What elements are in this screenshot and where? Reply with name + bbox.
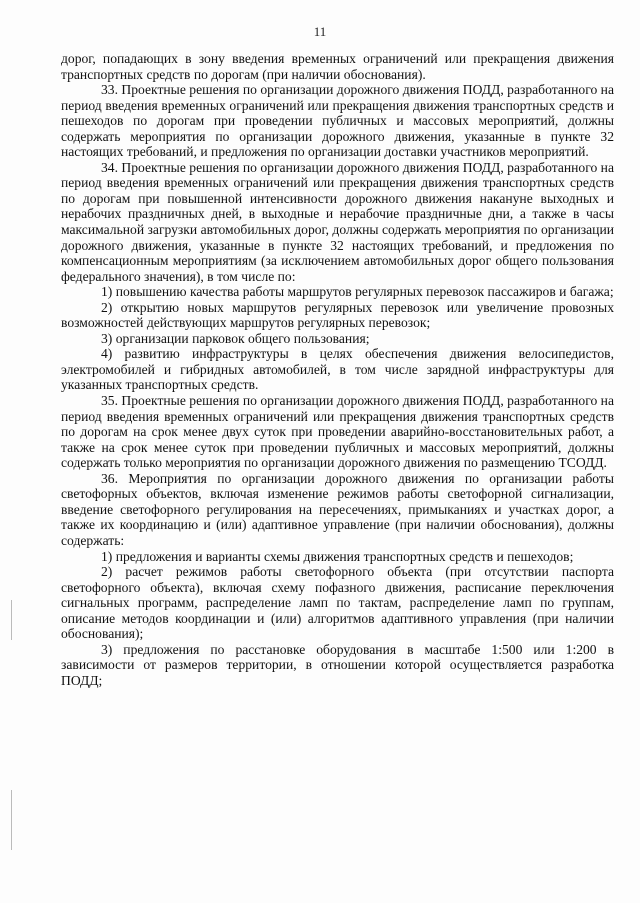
paragraph-34: 34. Проектные решения по организации дорожного движения ПОДД, разработанного на период введения временных ограничений или прекращения движения транспортных средств по дорогам при повышенной интенсивности дорожного движения накануне выходных и нерабочих праздничных дней, в выходные и нерабочие праздничные дни, а также в часы максимальной загрузки автомобильных дорог, должны содержать мероприятия по организации дорожного движения, указанные в пункте 32 настоящих требований, и предложения по компенсационным мероприятиям (за исключением автомобильных дорог общего пользования федерального значения), в том числе по: [61, 159, 614, 284]
list-item: 2) открытию новых маршрутов регулярных перевозок или увеличение провозных возможностей действующих маршрутов регулярных перевозок; [61, 299, 614, 331]
scan-edge-mark [11, 790, 12, 850]
list-item: 3) предложения по расстановке оборудования в масштабе 1:500 или 1:200 в зависимости от размеров территории, в отношении которой осуществляется разработка ПОДД; [61, 641, 614, 688]
document-body [61, 51, 614, 688]
paragraph: дорог, попадающих в зону введения временных ограничений или прекращения движения транспортных средств по дорогам (при наличии обоснования). [61, 51, 614, 82]
list-item: 1) предложения и варианты схемы движения транспортных средств и пешеходов; [101, 548, 574, 564]
list-item: 2) расчет режимов работы светофорного объекта (при отсутствии паспорта светофорного объекта), включая схему пофазного движения, расписание переключения сигнальных программ, распределение ламп по тактам, распределение ламп по группам, описание методов координации и (или) алгоритмов адаптивного управления (при наличии обоснования); [61, 564, 614, 642]
page-number: 11 [313, 24, 327, 39]
list-item: 1) повышению качества работы маршрутов регулярных перевозок пассажиров и багажа; [101, 284, 614, 300]
paragraph-36: 36. Мероприятия по организации дорожного движения по организации работы светофорных объектов, включая изменение режимов работы светофорной сигнализации, введение светофорного регулирования на пересечениях, примыканиях и участках дорог, а также их координацию и (или) адаптивное управление (при наличии обоснования), должны содержать: [61, 470, 614, 548]
scan-edge-mark [11, 600, 12, 640]
list-item: 4) развитию инфраструктуры в целях обеспечения движения велосипедистов, электромобилей и гибридных автомобилей, в том числе зарядной инфраструктуры для указанных транспортных средств. [61, 346, 614, 393]
list-item: 3) организации парковок общего пользования; [101, 330, 370, 346]
paragraph-35: 35. Проектные решения по организации дорожного движения ПОДД, разработанного на период введения временных ограничений или прекращения движения транспортных средств по дорогам на срок менее двух суток при проведении аварийно-восстановительных работ, а также на срок менее суток при проведении публичных и массовых мероприятий, должны содержать только мероприятия по организации дорожного движения по размещению ТСОДД. [61, 393, 614, 471]
paragraph-33: 33. Проектные решения по организации дорожного движения ПОДД, разработанного на период введения временных ограничений или прекращения движения транспортных средств и пешеходов по дорогам при проведении публичных и массовых мероприятий, должны содержать мероприятия по организации дорожного движения, указанные в пункте 32 настоящих требований, и предложения по организации доставки участников мероприятий. [61, 82, 614, 160]
